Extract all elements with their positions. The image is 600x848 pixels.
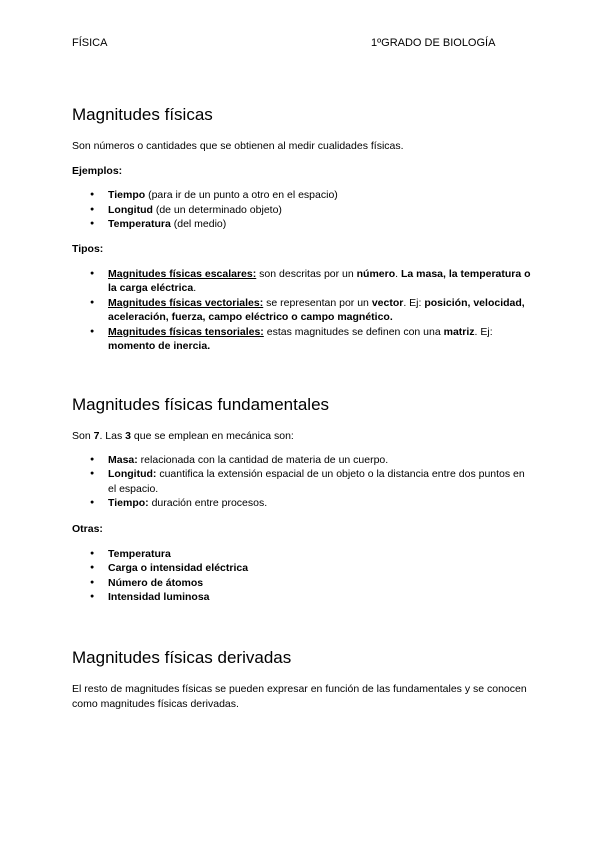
section-intro: Son números o cantidades que se obtienen al medir cualidades físicas. — [72, 140, 404, 152]
list-item: ● Magnitudes físicas escalares: son descritas por un número. La masa, la temperatura o la carga eléctrica. — [72, 267, 532, 296]
fundamentals-list — [72, 453, 532, 511]
list-item: ● Temperatura — [72, 547, 532, 562]
list-item: ● Número de átomos — [72, 576, 532, 591]
section-intro: Son 7. Las 3 que se emplean en mecánica son: — [72, 429, 294, 442]
list-item: ● Masa: relacionada con la cantidad de materia de un cuerpo. — [72, 453, 532, 468]
section-title-derivadas: Magnitudes físicas derivadas — [72, 647, 292, 667]
examples-label: Ejemplos: — [72, 165, 123, 177]
header-course: 1ºGRADO DE BIOLOGÍA — [371, 37, 496, 49]
others-label: Otras: — [72, 522, 103, 535]
list-item: ● Intensidad luminosa — [72, 590, 532, 605]
header-subject: FÍSICA — [72, 37, 108, 49]
list-item: ● Tiempo: duración entre procesos. — [72, 496, 532, 511]
section-text: El resto de magnitudes físicas se pueden expresar en función de las fundamentales y se conocen como magnitudes físicas derivadas. — [72, 682, 527, 710]
examples-list — [72, 188, 532, 232]
types-label: Tipos: — [72, 242, 104, 255]
types-list — [72, 267, 532, 354]
list-item: ● Carga o intensidad eléctrica — [72, 561, 532, 576]
list-item: ● Longitud: cuantifica la extensión espacial de un objeto o la distancia entre dos puntos en el espacio. — [72, 467, 532, 496]
list-item: ● Temperatura (del medio) — [72, 217, 532, 232]
list-item: ● Magnitudes físicas tensoriales: estas magnitudes se definen con una matriz. Ej: momento de inercia. — [72, 325, 532, 354]
list-item: ● Longitud (de un determinado objeto) — [72, 203, 532, 218]
others-list — [72, 547, 532, 605]
section-title-magnitudes: Magnitudes físicas — [72, 105, 213, 124]
page-header — [72, 37, 528, 51]
document-body — [72, 104, 532, 712]
section-title-fundamentales: Magnitudes físicas fundamentales — [72, 394, 330, 414]
list-item: ● Tiempo (para ir de un punto a otro en el espacio) — [72, 188, 532, 203]
list-item: ● Magnitudes físicas vectoriales: se representan por un vector. Ej: posición, velocidad, aceleración, fuerza, campo eléctrico o campo magnético. — [72, 296, 532, 325]
